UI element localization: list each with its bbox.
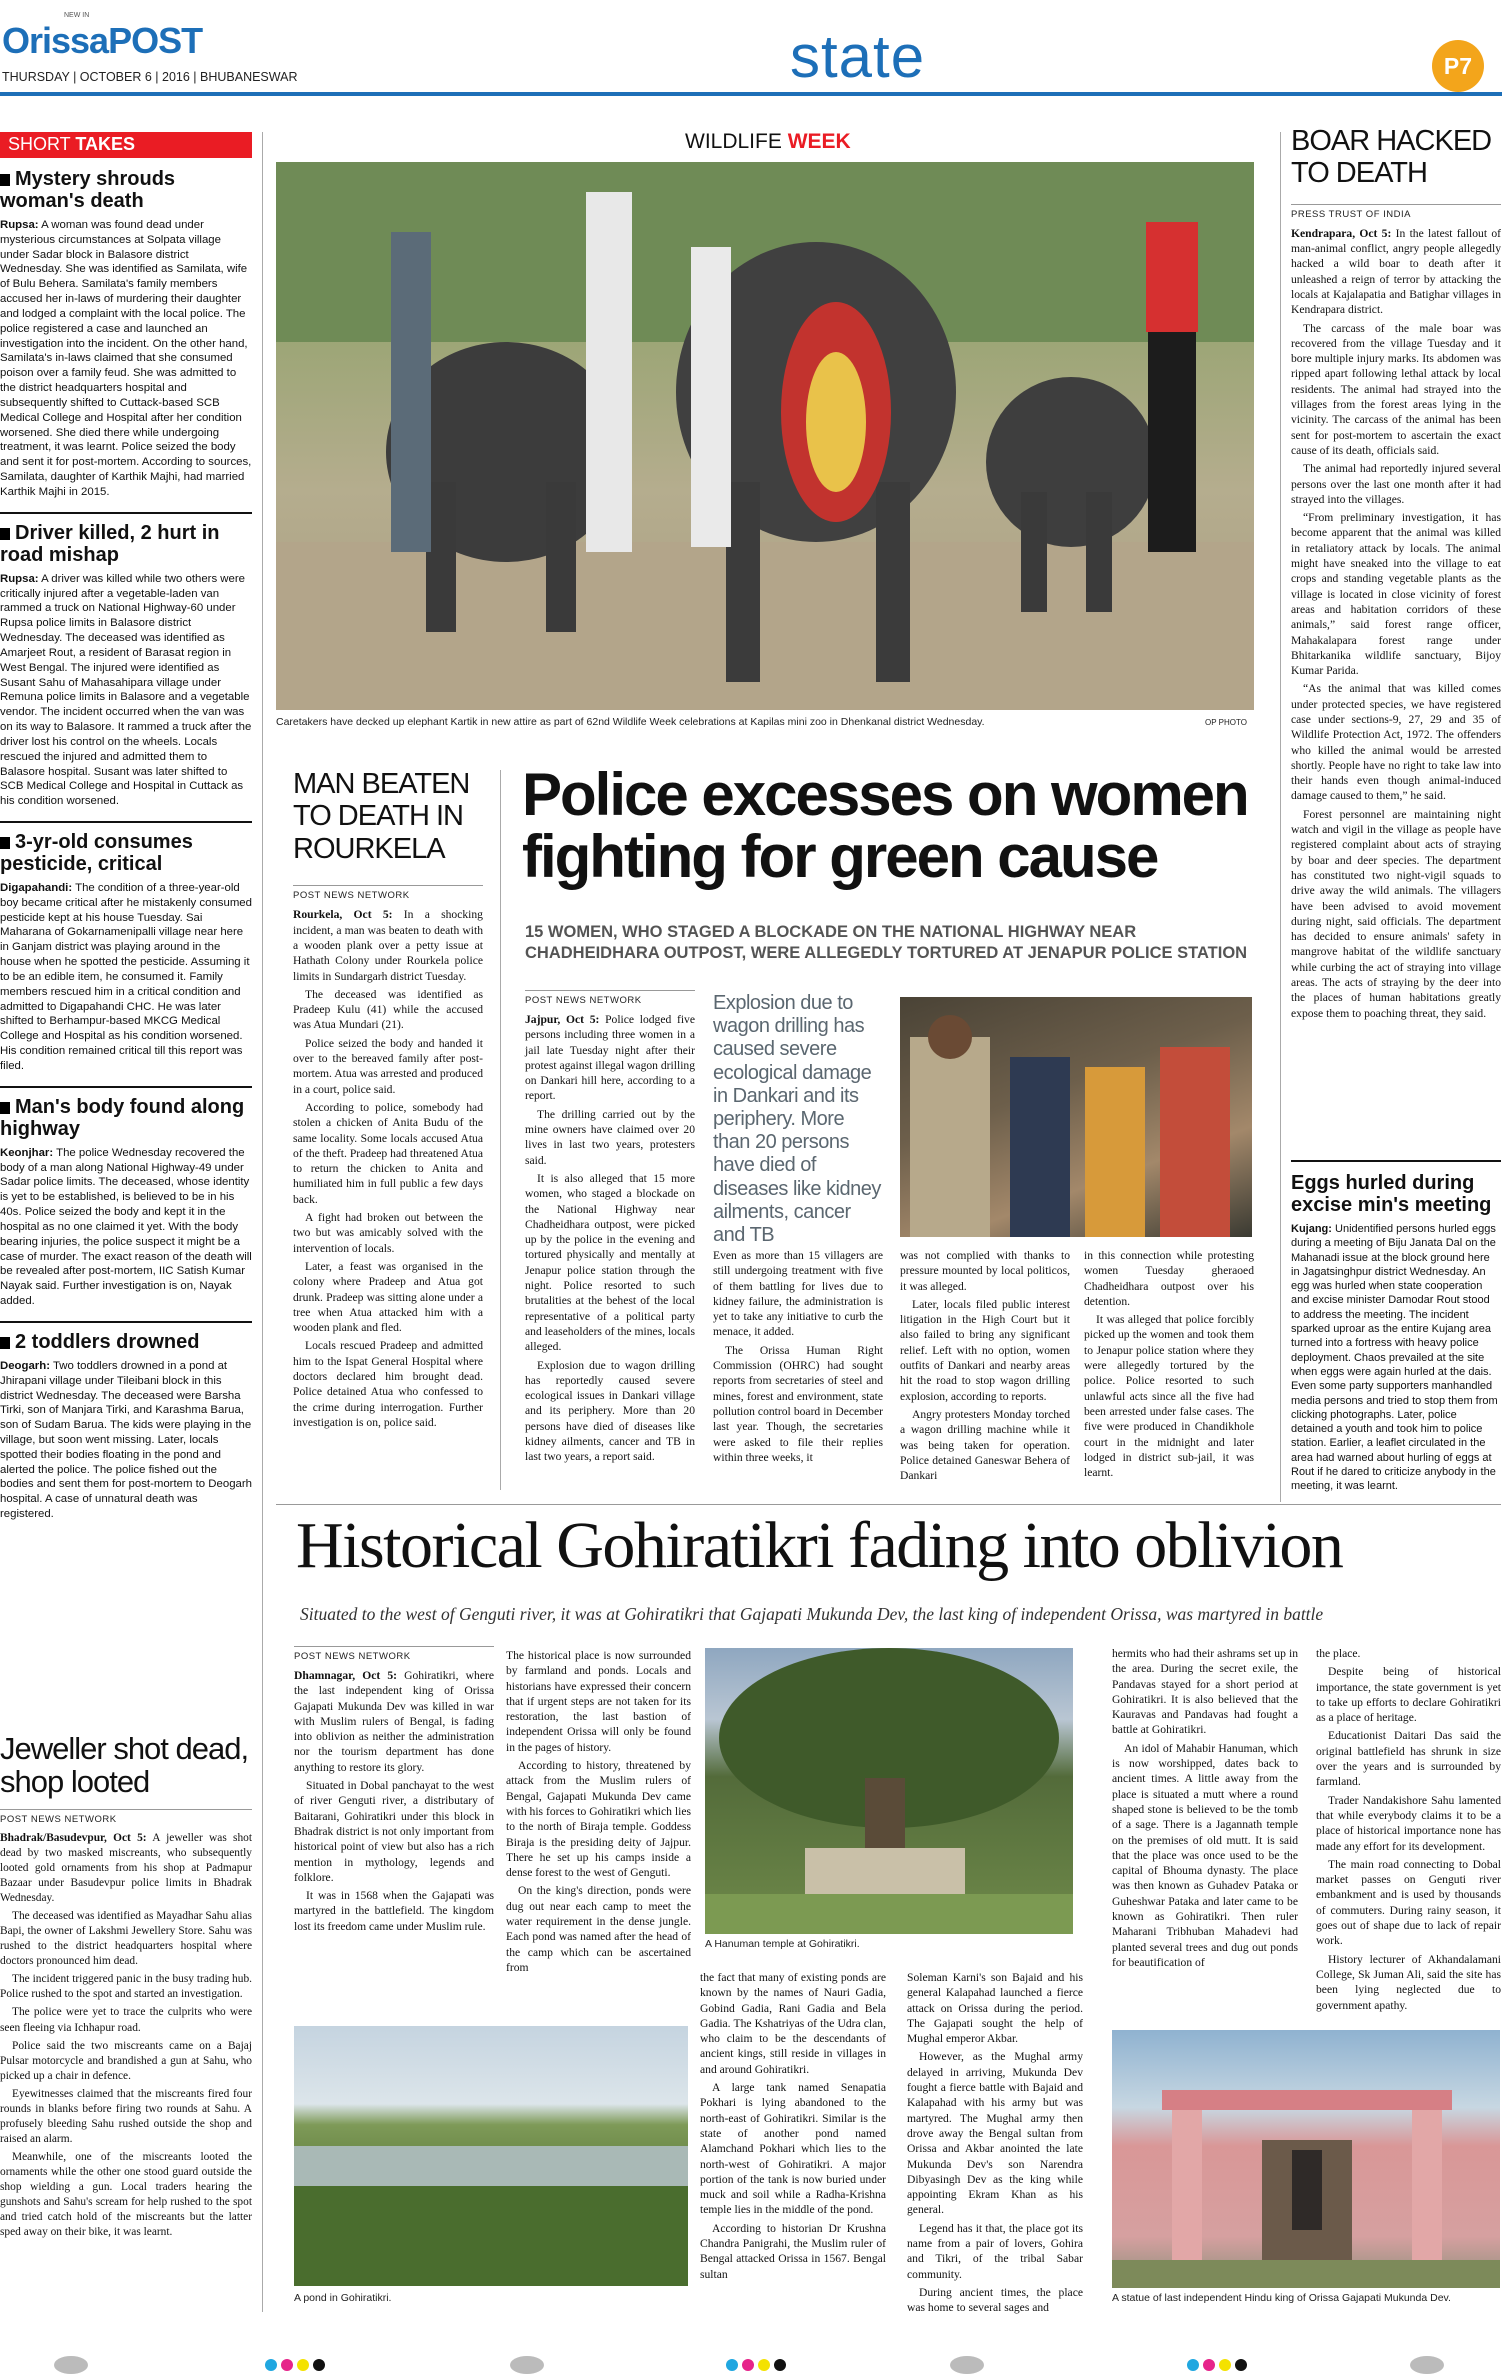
paragraph-text: Explosion due to wagon drilling has reportedly caused severe ecological issues in Dankari village and its periphery. More than 20 persons have died of diseases like kidney ailments, cancer and TB in last two years, a report said. (525, 1358, 695, 1464)
paragraph-text: the place. (1316, 1647, 1361, 1660)
eggs-dateline: Kujang: (1291, 1223, 1332, 1235)
article-paragraph (907, 2049, 1083, 2217)
column-rule (262, 132, 263, 2312)
article-paragraph (0, 2087, 252, 2147)
paragraph-text: Even as more than 15 villagers are still undergoing treatment with five of them battling for lives due to kidney failure, the administration is yet to take any initiative to curb the menace, it added. (713, 1249, 883, 1339)
paragraph-text: The police were yet to trace the culprits who were seen fleeing via Ichhapur road. (0, 2006, 252, 2034)
paragraph-text: Locals rescued Pradeep and admitted him to the Ispat General Hospital where doctors declared him brought dead. Police detained Atua who confessed to the crime during interrogation. Further investigation is on, police said. (293, 1339, 483, 1429)
article-paragraph (900, 1407, 1070, 1483)
police-col-2 (713, 1248, 883, 1468)
article-paragraph (1112, 1646, 1298, 1738)
short-take-body (0, 1146, 252, 1309)
short-take-body (0, 218, 252, 500)
short-take-item (0, 1086, 252, 1309)
short-take-item (0, 512, 252, 809)
paragraph-text: It was in 1568 when the Gajapati was martyred in the battlefield. The kingdom lost its freedom came under Muslim rule. (294, 1889, 494, 1933)
jeweller-byline: POST NEWS NETWORK (0, 1809, 252, 1825)
paragraph-text: An idol of Mahabir Hanuman, which is now worshipped, dates back to ancient times. A little away from the place is situated a mutt where a round shaped stone is believed to be the tomb of a sage. There is a Jagannath temple on the premises of old mutt. It is said that the place was once used to be the capital of Bhouma dynasty. The place was then known as Guhadev Pataka or Guheshwar Pataka and later came to be known as Gohiratikri. Then ruler Maharani Tribhuban Mahadevi had planted several trees and dug out ponds for beautification of (1112, 1741, 1298, 1969)
short-take-text: Two toddlers drowned in a pond at Jhirapani village under Tileibani block in this district Wednesday. The deceased were Barsha Tirki, son of Manjara Tirki, and Karashma Barua, son of Sudam Barua. The kids were playing in the village, but soon went missing. Later, locals spotted their bodies floating in the pond and alerted the police. The police fished out the bodies and sent them for post-mortem to Deogarh hospital. A case of unnatural death was registered. (0, 1359, 252, 1521)
police-col-3 (900, 1248, 1070, 1486)
eggs-text: Unidentified persons hurled eggs during a meeting of Biju Janata Dal on the Mahanadi issue at the block ground here in Jagatsinghpur district Wednesday. An egg was hurled when state cooperation and excise minister Damodar Rout stood to address the meeting. The incident sparked uproar as the entire Kujang area turned into a fortress with heavy police deployment. Chaos prevailed at the site when eggs were again hurled at the dais. Even some party supporters manhandled media persons and tried to stop them from clicking photographs. Later, police detained a youth and took him to police station. Earlier, a leaflet circulated in the area had warned about hurling of eggs at Rout if he dared to criticize anybody in the meeting, it was learnt. (1291, 1223, 1498, 1493)
paragraph-text: The incident triggered panic in the busy trading hub. Police rushed to the spot and started an investigation. (0, 1973, 252, 2001)
article-paragraph (293, 987, 483, 1033)
paragraph-text: Gohiratikri, where the last independent king of Orissa Gajapati Mukunda Dev was killed in war with Muslim rulers of Bengal, is fading into oblivion as neither the administration nor the tourism department has done anything to restore its glory. (294, 1669, 494, 1774)
article-paragraph (0, 2039, 252, 2084)
page-number: P7 (1443, 53, 1473, 79)
paragraph-text: Forest personnel are maintaining night watch and vigil in the village as people have registered complaint about acts of straying by boar and deer species. The department has constituted two night-vigil squads to drive away the wild animals. The villagers have been advised to avoid movement during night, said officials. The department has decided to ensure animals' safety in mangrove habitat of the wildlife sanctuary while curbing the act of straying into village areas. The acts of straying by the deer into the places of human habitations greatly expose them to poaching threat, they said. (1291, 807, 1501, 1020)
article-paragraph (293, 1036, 483, 1097)
article-paragraph (1084, 1312, 1254, 1480)
paragraph-text: Eyewitnesses claimed that the miscreants fired four rounds in blanks before firing two rounds at Sahu. A profusely bleeding Sahu rushed outside the shop and raised an alarm. (0, 2087, 252, 2145)
gohira-col-5 (1316, 1646, 1501, 2016)
pond-illustration (294, 2026, 688, 2286)
bullet-square-icon (0, 174, 10, 186)
wildlife-caption: Caretakers have decked up elephant Kartik in new attire as part of 62nd Wildlife Week celebrations at Kapilas mini zoo in Dhenkanal district Wednesday. (276, 716, 985, 728)
logo (2, 12, 203, 62)
protest-illustration (900, 997, 1252, 1237)
paragraph-text: Educationist Daitari Das said the original battlefield has shrunk in size over the years and is surrounded by farmland. (1316, 1729, 1501, 1789)
short-take-dateline: Keonjhar: (0, 1146, 54, 1159)
boar-story (1291, 126, 1501, 1024)
jeweller-headline: Jeweller shot dead, shop looted (0, 1731, 249, 1800)
paragraph-text: Meanwhile, one of the miscreants looted the ornaments while the other one stood guard outside the shop wielding a gun. Local traders hearing the gunshots and Sahu's scream for help rushed to the spot and tried catch hold of the miscreants but the latter sped away on their bike, it was learnt. (0, 2150, 252, 2239)
short-take-body (0, 881, 252, 1074)
short-take-dateline: Digapahandi: (0, 881, 73, 894)
jeweller-body (0, 1831, 252, 2240)
gohira-col-4 (1112, 1646, 1298, 1973)
short-take-body (0, 1359, 252, 1522)
eggs-body (1291, 1222, 1501, 1494)
police-headline-2: fighting for green cause (522, 823, 1158, 891)
gohira-col-2 (506, 1648, 691, 1978)
paragraph-text: hermits who had their ashrams set up in the area. During the secret exile, the Pandavas stayed for a short period at Gohiratikri. It is also believed that the Kauravas and Pandavas had fought a battle at Gohiratikri. (1112, 1647, 1298, 1737)
article-paragraph (294, 1668, 494, 1775)
gohira-col-3 (700, 1970, 886, 2285)
paragraph-text: The drilling carried out by the mine owners have claimed over 20 lives in last two years, protesters said. (525, 1107, 695, 1167)
paragraph-text: in this connection while protesting women Tuesday gheraoed Chadheidhara outpost over his detention. (1084, 1249, 1254, 1308)
police-deck-2: CHADHEIDHARA OUTPOST, WERE ALLEGEDLY TORTURED AT JENAPUR POLICE STATION (525, 944, 1248, 963)
article-paragraph (0, 2005, 252, 2035)
logo-post: POST (108, 20, 203, 61)
rourkela-story (293, 768, 483, 1433)
color-dots (1187, 2358, 1251, 2376)
paragraph-text: History lecturer of Akhandalamani College, Sk Juman Ali, said the site has been lying neglected due to government apathy. (1316, 1952, 1501, 2012)
short-take-title: Man's body found along highway (0, 1095, 245, 1140)
article-paragraph (1316, 1646, 1501, 1661)
section-rule (276, 1504, 1501, 1505)
paragraph-text: According to history, threatened by attack from the Muslim rulers of Bengal, Gajapati Mukunda Dev came with his forces to Gohiratikri which lies to the north of Biraja temple. Goddess Biraja is the presiding deity of Jajpur. There he set up his camps inside a dense forest to the west of Genguti. (506, 1759, 691, 1880)
reg-mark (54, 2356, 88, 2374)
police-headline (522, 761, 1262, 891)
paragraph-text: Later, locals filed public interest litigation in the High Court but it also failed to bring any significant relief. Left with no option, women outfits of Dankari and nearby areas hit the road to stop wagon drilling explosion, according to reports. (900, 1297, 1070, 1403)
dateline: Kendrapara, Oct 5: (1291, 226, 1392, 240)
paragraph-text: A fight had broken out between the two but was amicably solved with the intervention of locals. (293, 1211, 483, 1255)
paragraph-text: In a shocking incident, a man was beaten to death with a wooden plank over a petty issue at Hathath Colony under Rourkela police limits in Sundargarh district Tuesday. (293, 908, 483, 983)
boar-body (1291, 226, 1501, 1021)
short-take-item (0, 1321, 252, 1522)
police-pullquote: Explosion due to wagon drilling has caused severe ecological damage in Dankari and its periphery. More than 20 persons have died of diseases like kidney ailments, cancer and TB (713, 992, 881, 1246)
dateline: Jajpur, Oct 5: (525, 1013, 600, 1026)
short-take-item (0, 168, 252, 500)
paragraph-text: Police lodged five persons including three women in a jail late Tuesday night after their protest against illegal wagon drilling on Dankari hill here, according to a report. (525, 1013, 696, 1103)
page-number-badge (1432, 40, 1484, 92)
paragraph-text: A large tank named Senapatia Pokhari is lying abandoned to the north-east of Gohiratikri. Similar is the state of another pond named Alamchand Pokhari which lies to the north-west of Gohiratikri. A major portion of the tank is now buried under muck and soil while a Radha-Krishna temple lies in the middle of the pond. (700, 2081, 886, 2217)
paragraph-text: The historical place is now surrounded by farmland and ponds. Locals and historians have expressed their concern that if urgent steps are not taken for its restoration, the last bastion of independent Orissa will only be found in the pages of history. (506, 1649, 691, 1754)
paragraph-text: was not complied with thanks to pressure mounted by local politicos, it was alleged. (900, 1249, 1070, 1293)
bullet-square-icon (0, 1337, 10, 1349)
article-paragraph (294, 1778, 494, 1885)
article-paragraph (293, 1259, 483, 1335)
article-paragraph (1291, 226, 1501, 318)
wildlife-label-b: WEEK (787, 130, 851, 153)
article-paragraph (525, 1012, 695, 1104)
pond-photo (294, 2026, 688, 2286)
dateline: Rourkela, Oct 5: (293, 908, 393, 922)
article-paragraph (700, 2080, 886, 2218)
paragraph-text: Trader Nandakishore Sahu lamented that while everybody claims it to be a place of historical importance none has made any effort for its development. (1316, 1793, 1501, 1853)
rourkela-headline (293, 768, 483, 865)
gohira-col-1 (294, 1646, 494, 1937)
article-paragraph (1084, 1248, 1254, 1309)
short-take-item (0, 821, 252, 1074)
short-take-title: Driver killed, 2 hurt in road mishap (0, 521, 220, 566)
paragraph-text: A jeweller was shot dead by two masked miscreants, who subsequently looted gold ornaments from his shop at Padmapur Bazaar under Basudevpur police limits in Bhadrak Wednesday. (0, 1831, 252, 1905)
temple-caption: A Hanuman temple at Gohiratikri. (705, 1938, 860, 1950)
rourkela-headline-2: TO DEATH IN (293, 800, 463, 833)
paragraph-text: Despite being of historical importance, the state government is yet to take up efforts to declare Gohiratikri as a place of heritage. (1316, 1665, 1501, 1725)
article-paragraph (0, 1972, 252, 2002)
paragraph-text: Police seized the body and handed it over to the bereaved family after post-mortem. Atua was arrested and produced in a court, police said. (293, 1036, 483, 1096)
eggs-headline: Eggs hurled during excise min's meeting (1291, 1172, 1492, 1216)
section-title: state (790, 23, 926, 90)
police-headline-1: Police excesses on women (522, 761, 1248, 828)
article-paragraph (1316, 1664, 1501, 1725)
paragraph-text: The carcass of the male boar was recovered from the village Tuesday and it bore multiple injury marks. Its abdomen was ripped apart following lethal attack by local residents. The animal had strayed into the villages from the forest areas lying in the vicinity. The carcass of the animal has been sent for post-mortem to ascertain the exact cause of its death, officials said. (1291, 321, 1501, 457)
article-paragraph (506, 1648, 691, 1755)
article-paragraph (0, 1831, 252, 1906)
police-deck-1: 15 WOMEN, WHO STAGED A BLOCKADE ON THE NATIONAL HIGHWAY NEAR (525, 923, 1137, 941)
short-takes-label (0, 132, 252, 158)
article-paragraph (713, 1248, 883, 1340)
dateline: Bhadrak/Basudevpur, Oct 5: (0, 1831, 147, 1844)
jeweller-story (0, 1732, 252, 2243)
short-take-text: A driver was killed while two others were critically injured after a vegetable-laden van rammed a truck on National Highway-60 under Rupsa police limits in Balasore district Wednesday. The deceased was identified as Amarjeet Rout, a resident of Barasat region in West Bengal. The injured were identified as Susant Sahu of Mahasahipara village under Remuna police limits in Balasore and a vegetable vendor. The incident occurred when the van was on its way to Balasore. It rammed a truck after the driver lost his control on the wheels. Locals rescued the injured and admitted them to Balasore hospital. Susant was later shifted to SCB Medical College and Hospital in Cuttack as his condition worsened. (0, 572, 252, 808)
article-paragraph (293, 1338, 483, 1430)
short-take-title: 3-yr-old consumes pesticide, critical (0, 830, 193, 875)
article-paragraph (1316, 1728, 1501, 1789)
article-paragraph (1291, 321, 1501, 459)
paragraph-text: “As the animal that was killed comes under protected species, we have registered case under sections-9, 27, 29 and 35 of Wildlife Protection Act, 1972. The offenders who killed the animal would be arrested shortly. People have no right to take law into their hands even though animal-induced damage caused to them,” he said. (1291, 682, 1501, 803)
pond-caption: A pond in Gohiratikri. (294, 2292, 392, 2304)
dateline: Dhamnagar, Oct 5: (294, 1669, 398, 1682)
paragraph-text: According to police, somebody had stolen a chicken of Anita Budu of the same locality. Some locals accused Atua of the theft. Pradeep had threatened Atua to return the chicken to Anita and humiliated him in full public a few days back. (293, 1100, 483, 1206)
short-take-dateline: Deogarh: (0, 1359, 50, 1372)
paragraph-text: Soleman Karni's son Bajaid and his general Kalapahad launched a fierce attack on Orissa during the period. The Gajapati sought the help of Mughal emperor Akbar. (907, 1971, 1083, 2046)
article-paragraph (907, 2221, 1083, 2282)
paragraph-text: Legend has it that, the place got its name from a pair of lovers, Gohira and Tikri, of the tribal Sabar community. (907, 2221, 1083, 2281)
short-take-dateline: Rupsa: (0, 219, 39, 231)
police-deck (525, 922, 1265, 965)
article-paragraph (1291, 681, 1501, 803)
statue-caption: A statue of last independent Hindu king of Orissa Gajapati Mukunda Dev. (1112, 2292, 1451, 2304)
short-take-dateline: Rupsa: (0, 572, 39, 585)
paragraph-text: On the king's direction, ponds were dug out near each camp to meet the water requirement in the dense jungle. Each pond was named after the head of the camp which can be ascertained from (506, 1884, 691, 1974)
hanuman-temple-photo (705, 1648, 1073, 1934)
rourkela-byline: POST NEWS NETWORK (293, 885, 483, 901)
bullet-square-icon (0, 528, 10, 540)
rourkela-headline-1: MAN BEATEN (293, 768, 470, 800)
bullet-square-icon (0, 1102, 10, 1114)
article-paragraph (525, 1358, 695, 1465)
boar-byline: PRESS TRUST OF INDIA (1291, 204, 1501, 220)
elephant-illustration (276, 162, 1254, 710)
article-paragraph (1112, 1741, 1298, 1970)
article-paragraph (1291, 807, 1501, 1021)
article-paragraph (293, 907, 483, 983)
eggs-story (1291, 1160, 1501, 1494)
short-take-title: Mystery shrouds woman's death (0, 168, 176, 212)
police-byline: POST NEWS NETWORK (525, 990, 695, 1006)
boar-headline-2: TO DEATH (1291, 156, 1427, 189)
bullet-square-icon (0, 837, 10, 849)
article-paragraph (506, 1883, 691, 1975)
article-paragraph (907, 1970, 1083, 2046)
color-dots (726, 2358, 790, 2376)
reg-mark (510, 2356, 544, 2374)
paragraph-text: The main road connecting to Dobal market passes on Genguti river embankment and is used by thousands of commuters. During rainy season, it goes out of shape due to lack of repair work. (1316, 1857, 1501, 1948)
short-take-text: The condition of a three-year-old boy became critical after he mistakenly consumed pesticide kept at his house Tuesday. Sai Maharana of Gokarnamenipalli village near here in Ganjam district was playing around in the house when he spotted the pesticide. Assuming it to be an edible item, he consumed it. Family members rescued him in a critical condition and admitted to Digapahandi CHC. He was later shifted to Berhampur-based MKCG Medical College and Hospital as his condition worsened. His condition remained critical till this report was filed. (0, 881, 252, 1072)
boar-headline-1: BOAR HACKED (1291, 125, 1492, 157)
article-paragraph (294, 1888, 494, 1934)
boar-headline (1291, 126, 1501, 190)
article-paragraph (1316, 1857, 1501, 1949)
masthead-date: THURSDAY | OCTOBER 6 | 2016 | BHUBANESWAR (2, 70, 298, 84)
reg-mark (1410, 2356, 1444, 2374)
gohira-byline: POST NEWS NETWORK (294, 1646, 494, 1662)
paragraph-text: The Orissa Human Right Commission (OHRC) had sought reports from secretaries of steel and mines, forest and environment, state pollution control board in December last year. Though, the secretaries were asked to file their replies within three weeks, it (713, 1343, 883, 1464)
paragraph-text: The deceased was identified as Mayadhar Sahu alias Bapi, the owner of Lakshmi Jewellery Store. Sahu was rushed to the district headquarters hospital where doctors pronounced him dead. (0, 1910, 252, 1968)
rourkela-body (293, 907, 483, 1430)
masthead (0, 0, 1502, 130)
article-paragraph (506, 1758, 691, 1880)
logo-small: NEW IN (64, 12, 90, 19)
short-take-text: A woman was found dead under mysterious circumstances at Solpata village under Sadar block in Balasore district Wednesday. She was identified as Samilata, wife of Bulu Behera. Samilata's family members accused her in-laws of murdering their daughter and lodged a complaint with the local police. The police registered a case and launched an investigation into the incident. On the other hand, Samilata's in-laws claimed that she consumed poison over a family feud. She was admitted to the district headquarters hospital and subsequently shifted to Cuttack-based SCB Medical College and Hospital after her condition worsened. She died there while undergoing treatment, it was learnt. Police seized the body and sent it for post-mortem. According to sources, Samilata, daughter of Karthik Majhi, had married Karthik Majhi in 2015. (0, 219, 252, 498)
statue-photo (1112, 2030, 1500, 2288)
short-take-text: The police Wednesday recovered the body of a man along National Highway-49 under Sadar police limits. The deceased, whose identity is yet to be established, is believed to be in his 40s. Police seized the body and kept it in the hospital as no one claimed it yet. With the body bearing injuries, the police suspect it might be a case of murder. The exact reason of the death will be revealed after post-mortem, IIC Satish Kumar Nayak said. Further investigation is on, Nayak added. (0, 1146, 252, 1308)
article-paragraph (700, 2221, 886, 2282)
paragraph-text: Situated in Dobal panchayat to the west of river Genguti river, a distributary of Baitarani, Gohiratikri under this block in Bhadrak district is not only important from historical point of view but also has a rich mention in mythology, legends and folklore. (294, 1779, 494, 1884)
short-takes-label-b: TAKES (75, 134, 136, 154)
article-paragraph (713, 1343, 883, 1465)
rourkela-headline-3: ROURKELA (293, 832, 445, 865)
article-paragraph (1316, 1793, 1501, 1854)
police-col-1 (525, 990, 695, 1468)
paragraph-text: It was alleged that police forcibly picked up the women and took them to Jenapur police station where they were allegedly tortured by the police. Police resorted to such unlawful acts since all the five had been arrested under false cases. The five were produced in Chandikhole court in the midnight and later lodged in district sub-jail, it was learnt. (1084, 1313, 1254, 1480)
article-paragraph (700, 1970, 886, 2077)
protest-photo (900, 997, 1252, 1237)
wildlife-label-a: WILDLIFE (685, 130, 788, 153)
statue-illustration (1112, 2030, 1500, 2288)
footer-registration-marks (0, 2350, 1502, 2380)
paragraph-text: The deceased was identified as Pradeep Kulu (41) while the accused was Atua Mundari (21). (293, 987, 483, 1032)
article-paragraph (293, 1210, 483, 1256)
article-paragraph (1291, 510, 1501, 678)
tree-illustration (705, 1648, 1073, 1934)
paragraph-text: However, as the Mughal army delayed in arriving, Mukunda Dev fought a fierce battle with Bajaid and Kalapahad with his army but was martyred. The Mughal army then drove away the Bengal sultan from Orissa and Akbar anointed the late Mukunda Dev's son Narendra Dibyasingh Dev as the king while appointing Ekram Khan as his general. (907, 2050, 1083, 2217)
article-paragraph (525, 1107, 695, 1168)
paragraph-text: During ancient times, the place was home to several sages and (907, 2285, 1083, 2315)
reg-mark (950, 2356, 984, 2374)
short-take-body (0, 572, 252, 809)
paragraph-text: Angry protesters Monday torched a wagon drilling machine while it was being taken for operation. Police detained Ganeswar Behera of Dankari (900, 1407, 1070, 1483)
short-takes-column (0, 132, 252, 1534)
paragraph-text: It is also alleged that 15 more women, who staged a blockade on the National Highway near Chadheidhara outpost, were picked up by the police in the evening and tortured physically and mentally at Jenapur police station through the night. Police resorted to such brutalities at the behest of the local representative of a political party and leaseholders of the mines, locals alleged. (525, 1171, 695, 1354)
gohira-headline: Historical Gohiratikri fading into oblivion (296, 1509, 1343, 1582)
masthead-rule (0, 92, 1502, 96)
paragraph-text: the fact that many of existing ponds are known by the names of Nauri Gadia, Gobind Gadia, Rani Gadia and Bela Gadia. The Kshatriyas of the Udra clan, who claim to be the descendants of ancient kings, still reside in villages in and around Gohiratikri. (700, 1971, 886, 2076)
gohira-deck: Situated to the west of Genguti river, it was at Gohiratikri that Gajapati Mukunda Dev, the last king of independent Orissa, was martyred in battle (300, 1604, 1324, 1624)
short-takes-label-a: SHORT (8, 134, 76, 154)
article-paragraph (1316, 1952, 1501, 2013)
article-paragraph (0, 1909, 252, 1969)
paragraph-text: “From preliminary investigation, it has become apparent that the animal was killed in retaliatory attack by locals. The animal might have sneaked into the village to eat crops and standing vegetable plants as the village is located in close vicinity of forest areas and habitation corridors of these animals,” said forest range officer, Mahakalapara forest range under Bhitarkanika wildlife sanctuary, Bijoy Kumar Parida. (1291, 511, 1501, 678)
elephant-photo (276, 162, 1254, 710)
paragraph-text: In the latest fallout of man-animal conflict, angry people allegedly hacked a wild boar to death after it unleashed a reign of terror by attacking the locals at Kajalapatia and Batighar villages in Kendrapara district. (1291, 226, 1502, 317)
wildlife-credit: OP PHOTO (1205, 718, 1247, 727)
short-takes-list (0, 168, 252, 1522)
police-col-4 (1084, 1248, 1254, 1483)
article-paragraph (900, 1248, 1070, 1294)
article-paragraph (900, 1297, 1070, 1404)
column-rule (500, 770, 501, 1490)
wildlife-label (685, 130, 851, 154)
logo-orissa: Orissa (2, 20, 109, 61)
article-paragraph (1291, 461, 1501, 507)
article-paragraph (293, 1100, 483, 1207)
article-paragraph (0, 2150, 252, 2240)
column-rule (1280, 132, 1281, 1502)
paragraph-text: Later, a feast was organised in the colony where Pradeep and Atua got drunk. Pradeep was sitting alone under a tree when Atua attacked him with a wooden plank and fled. (293, 1259, 483, 1335)
paragraph-text: Police said the two miscreants came on a Bajaj Pulsar motorcycle and brandished a gun at Sahu, who picked up a chair in defence. (0, 2039, 252, 2082)
color-dots (265, 2358, 329, 2376)
paragraph-text: According to historian Dr Krushna Chandra Panigrahi, the Muslim ruler of Bengal attacked Orissa in 1567. Bengal sultan (700, 2221, 886, 2281)
gohira-col-4b (907, 1970, 1083, 2319)
article-paragraph (907, 2285, 1083, 2316)
paragraph-text: The animal had reportedly injured several persons over the last one month after it had strayed into the villages. (1291, 462, 1501, 506)
short-take-title: 2 toddlers drowned (0, 1331, 252, 1353)
article-paragraph (525, 1171, 695, 1355)
